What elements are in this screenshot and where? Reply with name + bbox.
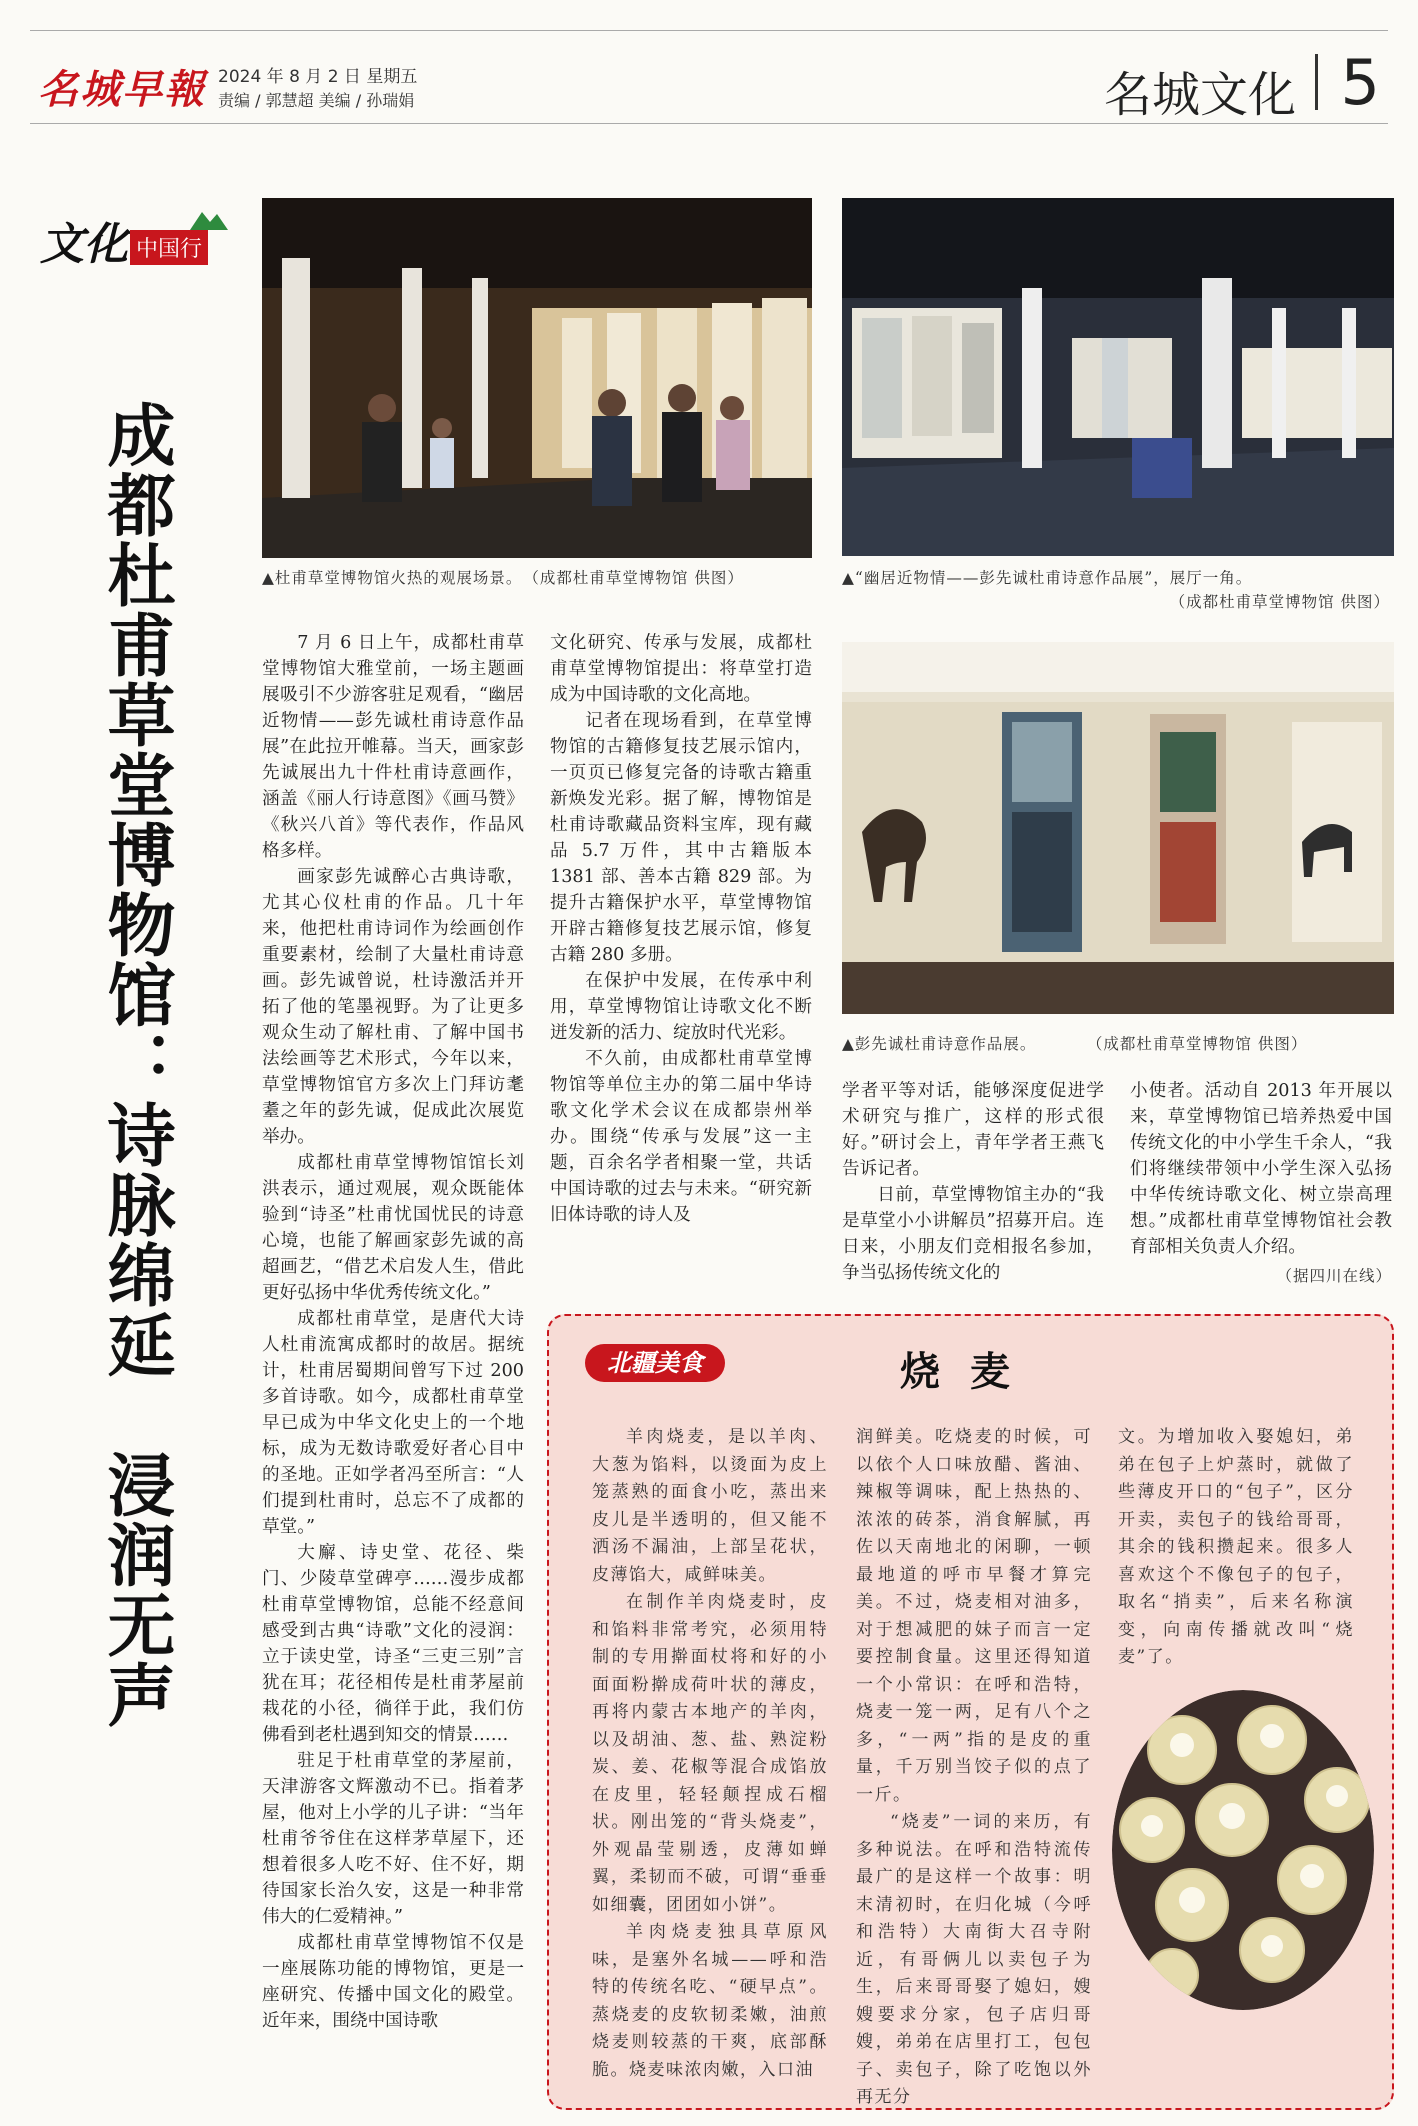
- article-paragraph: 不久前，由成都杜甫草堂博物馆等单位主办的第二届中华诗歌文化学术会议在成都崇州举办。围绕“传承与发展”这一主题，百余名学者相聚一堂，共话中国诗歌的过去与未来。“研究新旧体诗歌的诗人及: [550, 1049, 812, 1225]
- article-paragraph: 记者在现场看到，在草堂博物馆的古籍修复技艺展示馆内，一页页已修复完备的诗歌古籍重新焕发光彩。据了解，博物馆是杜甫诗歌藏品资料宝库，现有藏品 5.7 万件，其中古籍版本 1381 部、善本古籍 829 部。为提升古籍保护水平，草堂博物馆开辟古籍修复技艺展示馆，修复古籍 280 多册。: [550, 711, 812, 965]
- section-title: 名城文化: [1103, 67, 1296, 123]
- article-column-2: [550, 630, 812, 1290]
- newspaper-logo: 名城早報: [38, 66, 206, 113]
- article-paragraph: 日前，草堂博物馆主办的“我是草堂小小讲解员”招募开启。连日来，小朋友们竞相报名参加，争当弘扬传统文化的: [842, 1185, 1104, 1283]
- shaomai-photo: [1112, 1690, 1374, 2010]
- photo-exhibition-crowd: [262, 198, 812, 558]
- food-title: 烧麦: [900, 1348, 1040, 1395]
- editor-credits: 责编 / 郭慧超 美编 / 孙瑞娟: [218, 91, 415, 110]
- article-column-4: [1130, 1078, 1392, 1268]
- food-paragraph: 在制作羊肉烧麦时，皮和馅料非常考究，必须用特制的专用擀面杖将和好的小面面粉擀成荷叶状的薄皮，再将内蒙古本地产的羊肉，以及胡油、葱、盐、熟淀粉炭、姜、花椒等混合成馅放在皮里，轻轻颠捏成石榴状。刚出笼的“背头烧麦”，外观晶莹剔透，皮薄如蝉翼，柔韧而不破，可谓“垂垂如细囊，团团如小饼”。: [592, 1592, 828, 1915]
- article-paragraph: 学者平等对话，能够深度促进学术研究与推广，这样的形式很好。”研讨会上，青年学者王燕飞告诉记者。: [842, 1081, 1104, 1179]
- food-paragraph: “烧麦”一词的来历，有多种说法。在呼和浩特流传最广的是这样一个故事：明末清初时，在归化城（今呼和浩特）大南街大召寺附近，有哥俩儿以卖包子为生，后来哥哥娶了媳妇，嫂嫂要求分家，包子店归哥嫂，弟弟在店里打工，包包子、卖包子，除了吃饱以外再无分: [856, 1812, 1092, 2107]
- food-column-2: [856, 1424, 1092, 2107]
- photo-artworks: [842, 642, 1394, 1014]
- article-paragraph: 文化研究、传承与发展，成都杜甫草堂博物馆提出：将草堂打造成为中国诗歌的文化高地。: [550, 633, 812, 705]
- food-paragraph: 润鲜美。吃烧麦的时候，可以依个人口味放醋、酱油、辣椒等调味，配上热热的、浓浓的砖茶，消食解腻，再佐以天南地北的闲聊，一顿最地道的呼市早餐才算完美。不过，烧麦相对油多，对于想减肥的妹子而言一定要控制食量。这里还得知道一个小常识：在呼和浩特，烧麦一笼一两，足有八个之多，“一两”指的是皮的重量，千万别当饺子似的点了一斤。: [856, 1427, 1092, 1805]
- article-source: （据四川在线）: [1276, 1267, 1392, 1285]
- food-column-tag: 北疆美食: [585, 1344, 725, 1382]
- article-paragraph: 驻足于杜甫草堂的茅屋前，天津游客文辉激动不已。指着茅屋，他对上小学的儿子讲：“当年杜甫爷爷住在这样茅草屋下，还想着很多人吃不好、住不好，期待国家长治久安，这是一种非常伟大的仁爱精神。”: [262, 1751, 524, 1927]
- photo2-caption-line1: ▲“幽居近物情——彭先诚杜甫诗意作品展”，展厅一角。: [842, 569, 1253, 587]
- food-paragraph: 文。为增加收入娶媳妇，弟弟在包子上炉蒸时，就做了些薄皮开口的“包子”，区分开卖，卖包子的钱给哥哥，其余的钱积攒起来。很多人喜欢这个不像包子的包子，取名“捎卖”，后来名称演变，向南传播就改叫“烧麦”了。: [1118, 1427, 1354, 1667]
- food-paragraph: 羊肉烧麦独具草原风味，是塞外名城——呼和浩特的传统名吃、“硬早点”。蒸烧麦的皮软韧柔嫩，油煎烧麦则较蒸的干爽，底部酥脆。烧麦味浓肉嫩，入口油: [592, 1922, 828, 2080]
- food-column-3: [1118, 1424, 1354, 1667]
- header-divider: [1315, 54, 1318, 110]
- article-column-3: [842, 1078, 1104, 1298]
- header-bottom-rule: [30, 123, 1388, 124]
- article-paragraph: 大廨、诗史堂、花径、柴门、少陵草堂碑亭……漫步成都杜甫草堂博物馆，总能不经意间感受到古典“诗歌”文化的浸润：立于读史堂，诗圣“三吏三别”言犹在耳；花径相传是杜甫茅屋前栽花的小径，徜徉于此，我们仿佛看到老杜遇到知交的情景……: [262, 1543, 524, 1745]
- food-column-1: [592, 1424, 828, 2084]
- photo-exhibition-hall: [842, 198, 1394, 556]
- column-badge-word: 文化: [40, 219, 128, 270]
- header-top-rule: [30, 30, 1388, 31]
- article-paragraph: 成都杜甫草堂博物馆馆长刘洪表示，通过观展，观众既能体验到“诗圣”杜甫忧国忧民的诗意心境，也能了解画家彭先诚的高超画艺，“借艺术启发人生，借此更好弘扬中华优秀传统文化。”: [262, 1153, 524, 1303]
- mountain-icon: [190, 208, 228, 230]
- issue-date: 2024 年 8 月 2 日 星期五: [218, 67, 418, 87]
- article-paragraph: 小使者。活动自 2013 年开展以来，草堂博物馆已培养热爱中国传统文化的中小学生千余人，“我们将继续带领中小学生深入弘扬中华传统诗歌文化、树立崇高理想。”成都杜甫草堂博物馆社会教育部相关负责人介绍。: [1130, 1081, 1392, 1257]
- page-number: 5: [1340, 46, 1380, 119]
- article-paragraph: 成都杜甫草堂博物馆不仅是一座展陈功能的博物馆，更是一座研究、传播中国文化的殿堂。近年来，围绕中国诗歌: [262, 1933, 524, 2031]
- article-column-1: [262, 630, 524, 2110]
- food-paragraph: 羊肉烧麦，是以羊肉、大葱为馅料，以烫面为皮上笼蒸熟的面食小吃，蒸出来皮儿是半透明的，但又能不洒汤不漏油，上部呈花状，皮薄馅大，咸鲜味美。: [592, 1427, 828, 1585]
- article-paragraph: 在保护中发展，在传承中利用，草堂博物馆让诗歌文化不断迸发新的活力、绽放时代光彩。: [550, 971, 812, 1043]
- headline: 成都杜甫草堂博物馆：诗脉绵延 浸润无声: [96, 400, 175, 1730]
- photo2-caption-line2: （成都杜甫草堂博物馆 供图）: [1169, 593, 1390, 611]
- photo3-caption: ▲彭先诚杜甫诗意作品展。 （成都杜甫草堂博物馆 供图）: [842, 1035, 1308, 1053]
- article-paragraph: 7 月 6 日上午，成都杜甫草堂博物馆大雅堂前，一场主题画展吸引不少游客驻足观看，“幽居近物情——彭先诚杜甫诗意作品展”在此拉开帷幕。当天，画家彭先诚展出九十件杜甫诗意画作，涵盖《丽人行诗意图》《画马赞》《秋兴八首》等代表作，作品风格多样。: [262, 633, 524, 861]
- article-paragraph: 画家彭先诚醉心古典诗歌，尤其心仪杜甫的作品。几十年来，他把杜甫诗词作为绘画创作重要素材，绘制了大量杜甫诗意画。彭先诚曾说，杜诗激活并开拓了他的笔墨视野。为了让更多观众生动了解杜甫、了解中国书法绘画等艺术形式，今年以来，草堂博物馆官方多次上门拜访耄耋之年的彭先诚，促成此次展览举办。: [262, 867, 524, 1147]
- column-badge-tag: 中国行: [130, 230, 208, 265]
- column-badge: [40, 208, 230, 268]
- photo1-caption: ▲杜甫草堂博物馆火热的观展场景。 （成都杜甫草堂博物馆 供图）: [262, 569, 744, 587]
- article-paragraph: 成都杜甫草堂，是唐代大诗人杜甫流寓成都时的故居。据统计，杜甫居蜀期间曾写下过 200 多首诗歌。如今，成都杜甫草堂早已成为中华文化史上的一个地标，成为无数诗歌爱好者心目中的圣地。正如学者冯至所言：“人们提到杜甫时，总忘不了成都的草堂。”: [262, 1309, 524, 1537]
